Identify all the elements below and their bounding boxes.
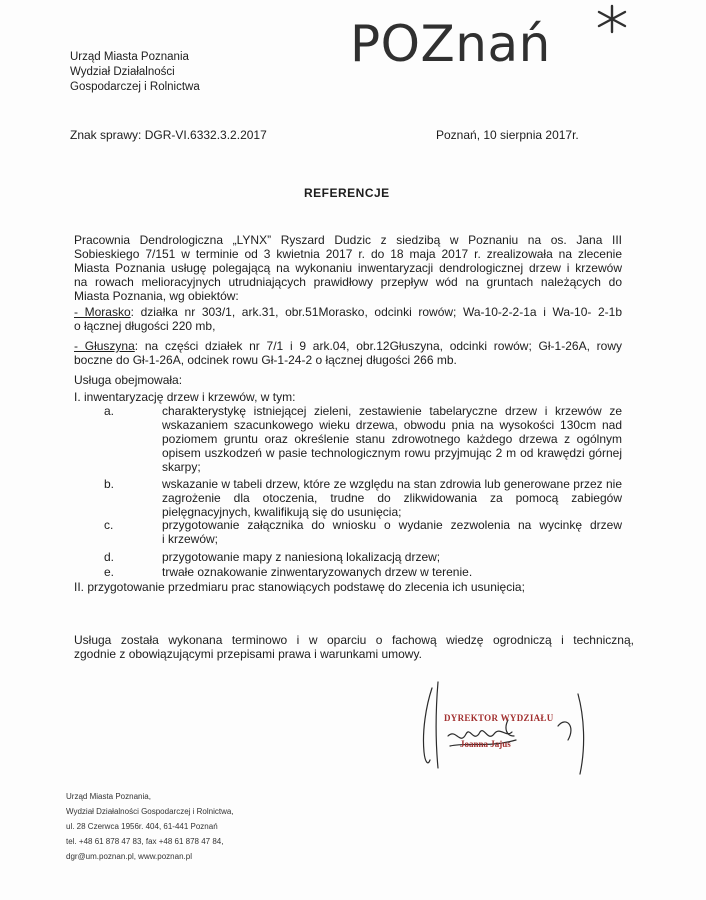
office-line-1: Urząd Miasta Poznania bbox=[70, 51, 189, 63]
intro-line-2: Sobieskiego 7/151 w terminie od 3 kwietnia 2017 r. do 18 maja 2017 r. zrealizowała na zlecenie bbox=[74, 247, 622, 261]
object-morasko-line-1: : działka nr 303/1, ark.31, obr.51Morasko, odcinki rowów; Wa-10-2-2-1a i Wa-10- 2-1b bbox=[130, 305, 622, 319]
item-d-letter: d. bbox=[104, 550, 115, 564]
item-b-line-1: wskazanie w tabeli drzew, które ze względu na stan zdrowia lub generowane przez nie bbox=[162, 477, 622, 491]
footer-line-2: Wydział Działalności Gospodarczej i Rolnictwa, bbox=[66, 807, 234, 816]
item-e-letter: e. bbox=[104, 565, 115, 579]
office-header bbox=[70, 50, 200, 95]
item-b-line-2: zagrożenie dla otoczenia, trudne do zlikwidowania za pomocą zabiegów bbox=[162, 491, 622, 505]
poznan-logo bbox=[350, 4, 650, 74]
closing-line-2: zgodnie z obowiązującymi przepisami prawa i warunkami umowy. bbox=[74, 647, 422, 661]
item-b-line-3: pielęgnacyjnych, kwalifikują się do usunięcia; bbox=[162, 505, 402, 519]
intro-paragraph bbox=[74, 233, 622, 303]
footer-line-3: ul. 28 Czerwca 1956r. 404, 61-441 Poznań bbox=[66, 822, 218, 831]
closing-line-1: Usługa została wykonana terminowo i w oparciu o fachową wiedzę ogrodniczą i techniczną, bbox=[74, 633, 634, 647]
object-gluszyna-name: - Głuszyna bbox=[74, 339, 135, 353]
item-d-line-1: przygotowanie mapy z naniesioną lokalizacją drzew; bbox=[162, 550, 441, 564]
section-2-heading: II. przygotowanie przedmiaru prac stanowiących podstawę do zlecenia ich usunięcia; bbox=[74, 580, 525, 594]
item-c-line-1: przygotowanie załącznika do wniosku o wydanie zezwolenia na wycinkę drzew bbox=[162, 518, 622, 532]
item-c-letter: c. bbox=[104, 518, 114, 532]
item-a-letter: a. bbox=[104, 404, 115, 418]
intro-line-3: Miasta Poznania usługę polegającą na wykonaniu inwentaryzacji dendrologicznej drzew i krzewów bbox=[74, 261, 622, 275]
item-a-line-3: poziomem gruntu oraz określenie stanu zdrowotnego każdego drzewa z ogólnym bbox=[162, 432, 622, 446]
item-c-text bbox=[162, 518, 622, 546]
logo-text: POZnań bbox=[350, 15, 551, 73]
footer-line-5: dgr@um.poznan.pl, www.poznan.pl bbox=[66, 852, 192, 861]
object-gluszyna bbox=[74, 339, 622, 367]
asterisk-star-icon bbox=[594, 4, 630, 34]
intro-line-5: Miasta Poznania, wg obiektów: bbox=[74, 289, 239, 303]
object-gluszyna-line-1: : na części działek nr 7/1 i 9 ark.04, obr.12Głuszyna, odcinki rowów; Gł-1-26A, rowy bbox=[134, 339, 622, 353]
director-stamp-name: Joanna Jajus bbox=[460, 739, 511, 749]
handwritten-signature bbox=[408, 676, 608, 776]
item-a-line-2: wskazaniem szacunkowego wieku drzewa, obwodu pnia na wysokości 130cm nad bbox=[162, 418, 622, 432]
intro-line-1: Pracownia Dendrologiczna „LYNX” Ryszard Dudzic z siedzibą w Poznaniu na os. Jana III bbox=[74, 233, 622, 247]
footer-address bbox=[66, 789, 234, 864]
object-morasko-line-2: o łącznej długości 220 mb, bbox=[74, 319, 216, 333]
object-morasko-name: - Morasko bbox=[74, 305, 131, 319]
footer-line-1: Urząd Miasta Poznania, bbox=[66, 792, 151, 801]
object-morasko bbox=[74, 305, 622, 333]
item-a-text bbox=[162, 404, 622, 474]
office-line-2: Wydział Działalności bbox=[70, 66, 175, 78]
item-e-line-1: trwałe oznakowanie zinwentaryzowanych drzew w terenie. bbox=[162, 565, 473, 579]
object-gluszyna-line-2: boczne do Gł-1-26A, odcinek rowu Gł-1-24-2 o łącznej długości 266 mb. bbox=[74, 353, 457, 367]
office-line-3: Gospodarczej i Rolnictwa bbox=[70, 81, 200, 93]
place-and-date: Poznań, 10 sierpnia 2017r. bbox=[436, 128, 579, 142]
section-1-heading: I. inwentaryzację drzew i krzewów, w tym: bbox=[74, 390, 296, 404]
document-title: REFERENCJE bbox=[304, 186, 390, 200]
director-stamp-title: DYREKTOR WYDZIAŁU bbox=[444, 713, 554, 723]
case-number: Znak sprawy: DGR-VI.6332.3.2.2017 bbox=[70, 128, 267, 142]
scope-title: Usługa obejmowała: bbox=[74, 373, 183, 387]
intro-line-4: na rowach melioracyjnych utrudniających prawidłowy przepływ wód na gruntach należących do bbox=[74, 275, 622, 289]
footer-line-4: tel. +48 61 878 47 83, fax +48 61 878 47 84, bbox=[66, 837, 224, 846]
item-a-line-5: skarpy; bbox=[162, 460, 201, 474]
item-c-line-2: i krzewów; bbox=[162, 532, 219, 546]
item-b-letter: b. bbox=[104, 477, 115, 491]
item-a-line-1: charakterystykę istniejącej zieleni, zestawienie tabelaryczne drzew i krzewów ze bbox=[162, 404, 622, 418]
closing-paragraph bbox=[74, 633, 634, 661]
item-a-line-4: opisem uszkodzeń w pasie technologicznym rowu przyjmując 2 m od krawędzi górnej bbox=[162, 446, 622, 460]
item-b-text bbox=[162, 477, 622, 519]
